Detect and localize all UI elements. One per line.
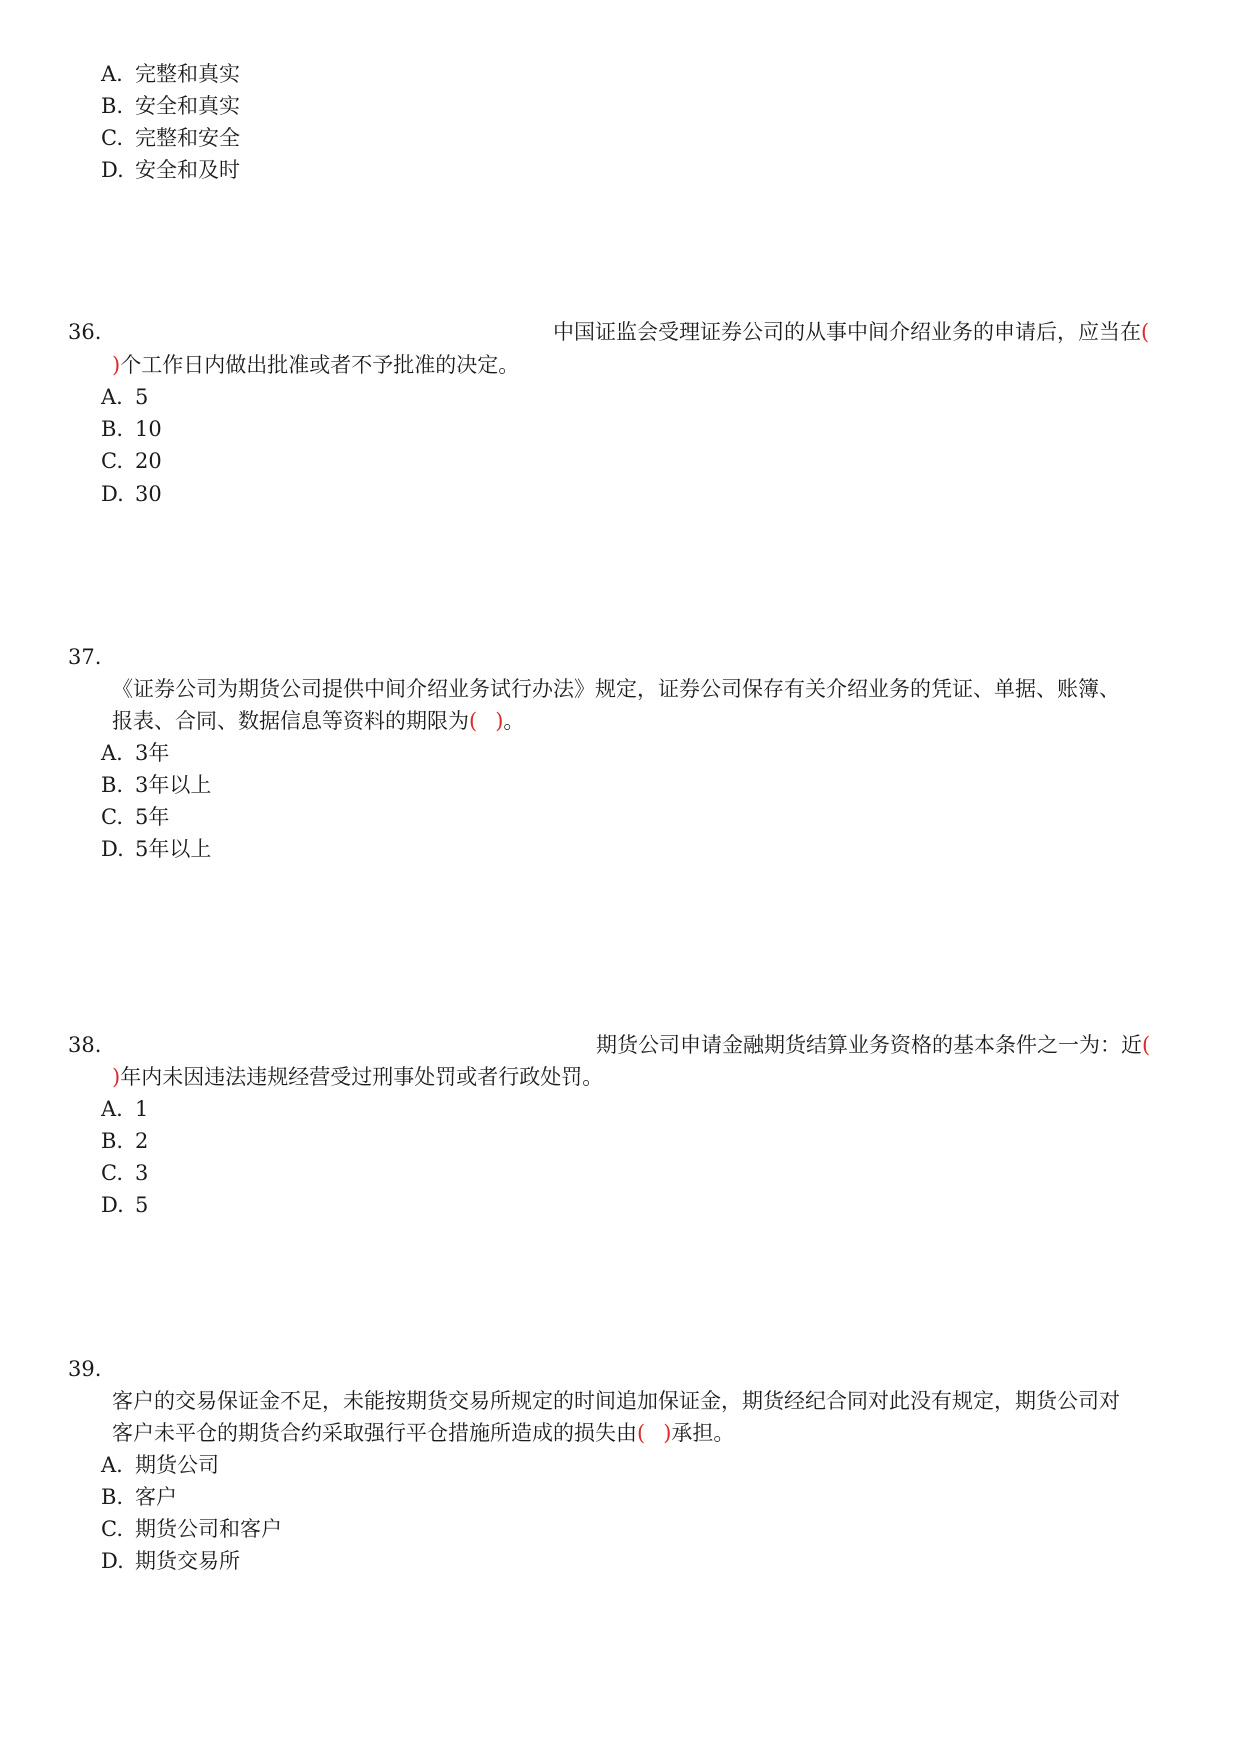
question-stem-line2 (112, 707, 524, 735)
option-letter: A. (101, 1097, 123, 1121)
option-b (101, 1483, 177, 1511)
option-letter: B. (101, 417, 124, 441)
option-b (101, 1127, 148, 1155)
option-c (101, 447, 162, 475)
option-d (101, 1547, 240, 1575)
question-stem-line2 (112, 1419, 734, 1447)
option-d (101, 156, 240, 184)
stem-text: 报表、合同、数据信息等资料的期限为 (112, 709, 469, 733)
stem-text: 期货公司申请金融期货结算业务资格的基本条件之一为：近 (596, 1033, 1142, 1057)
option-c (101, 803, 169, 831)
option-text: 2 (135, 1129, 149, 1153)
option-letter: C. (101, 126, 123, 150)
option-c (101, 124, 240, 152)
option-text: 3年以上 (135, 773, 212, 797)
question-stem-line1: 《证券公司为期货公司提供中间介绍业务试行办法》规定，证券公司保存有关介绍业务的凭证、单据、账簿、 (112, 677, 1120, 701)
option-text: 完整和安全 (135, 126, 240, 150)
answer-close-paren: ) (112, 353, 121, 377)
stem-text: 客户未平仓的期货合约采取强行平仓措施所造成的损失由 (112, 1421, 637, 1445)
question-stem-line1: 客户的交易保证金不足，未能按期货交易所规定的时间追加保证金，期货经纪合同对此没有规定，期货公司对 (112, 1389, 1120, 1413)
answer-close-paren: ) (112, 1065, 121, 1089)
question-stem-line1 (553, 318, 1149, 346)
option-letter: C. (101, 449, 123, 473)
option-a (101, 1451, 219, 1479)
option-b (101, 415, 162, 443)
option-letter: D. (101, 158, 124, 182)
option-letter: B. (101, 1485, 124, 1509)
option-a (101, 60, 240, 88)
option-text: 5年 (135, 805, 170, 829)
option-letter: C. (101, 1161, 123, 1185)
option-text: 3年 (135, 741, 170, 765)
option-letter: A. (101, 1453, 123, 1477)
option-d (101, 835, 211, 863)
option-text: 5 (135, 1193, 149, 1217)
answer-open-paren: ( (637, 1421, 646, 1445)
option-text: 30 (135, 482, 162, 506)
option-text: 1 (135, 1097, 149, 1121)
option-d (101, 480, 162, 508)
question-stem-line2 (112, 351, 519, 379)
answer-open-paren: ( (1141, 320, 1150, 344)
option-letter: D. (101, 1549, 124, 1573)
answer-open-paren: ( (1142, 1033, 1151, 1057)
option-a (101, 1095, 148, 1123)
option-text: 客户 (135, 1485, 177, 1509)
option-letter: D. (101, 837, 124, 861)
option-text: 完整和真实 (135, 62, 240, 86)
option-c (101, 1159, 148, 1187)
stem-text: 承担。 (671, 1421, 735, 1445)
stem-text: 。 (503, 709, 525, 733)
option-letter: D. (101, 1193, 124, 1217)
option-text: 10 (135, 417, 162, 441)
stem-text: 年内未因违法违规经营受过刑事处罚或者行政处罚。 (120, 1065, 604, 1089)
stem-text: 个工作日内做出批准或者不予批准的决定。 (120, 353, 520, 377)
question-number: 38. (68, 1033, 102, 1057)
question-stem-line2 (112, 1063, 603, 1091)
option-d (101, 1191, 148, 1219)
answer-close-paren: ) (495, 709, 504, 733)
option-letter: B. (101, 94, 124, 118)
stem-text: 中国证监会受理证券公司的从事中间介绍业务的申请后，应当在 (553, 320, 1141, 344)
question-number: 37. (68, 645, 102, 669)
option-text: 期货公司和客户 (135, 1517, 282, 1541)
option-text: 3 (135, 1161, 149, 1185)
option-letter: C. (101, 1517, 123, 1541)
question-number: 36. (68, 320, 102, 344)
option-text: 期货交易所 (135, 1549, 240, 1573)
option-text: 期货公司 (135, 1453, 219, 1477)
option-text: 5年以上 (135, 837, 212, 861)
option-text: 安全和真实 (135, 94, 240, 118)
option-text: 安全和及时 (135, 158, 240, 182)
answer-open-paren: ( (469, 709, 478, 733)
option-letter: A. (101, 62, 123, 86)
option-letter: B. (101, 1129, 124, 1153)
option-text: 20 (135, 449, 162, 473)
option-b (101, 92, 240, 120)
option-letter: A. (101, 741, 123, 765)
option-a (101, 739, 169, 767)
option-text: 5 (135, 385, 149, 409)
option-a (101, 383, 148, 411)
option-c (101, 1515, 282, 1543)
question-number: 39. (68, 1357, 102, 1381)
answer-close-paren: ) (663, 1421, 672, 1445)
option-letter: D. (101, 482, 124, 506)
option-letter: B. (101, 773, 124, 797)
option-letter: C. (101, 805, 123, 829)
question-stem-line1 (596, 1031, 1150, 1059)
option-letter: A. (101, 385, 123, 409)
option-b (101, 771, 211, 799)
